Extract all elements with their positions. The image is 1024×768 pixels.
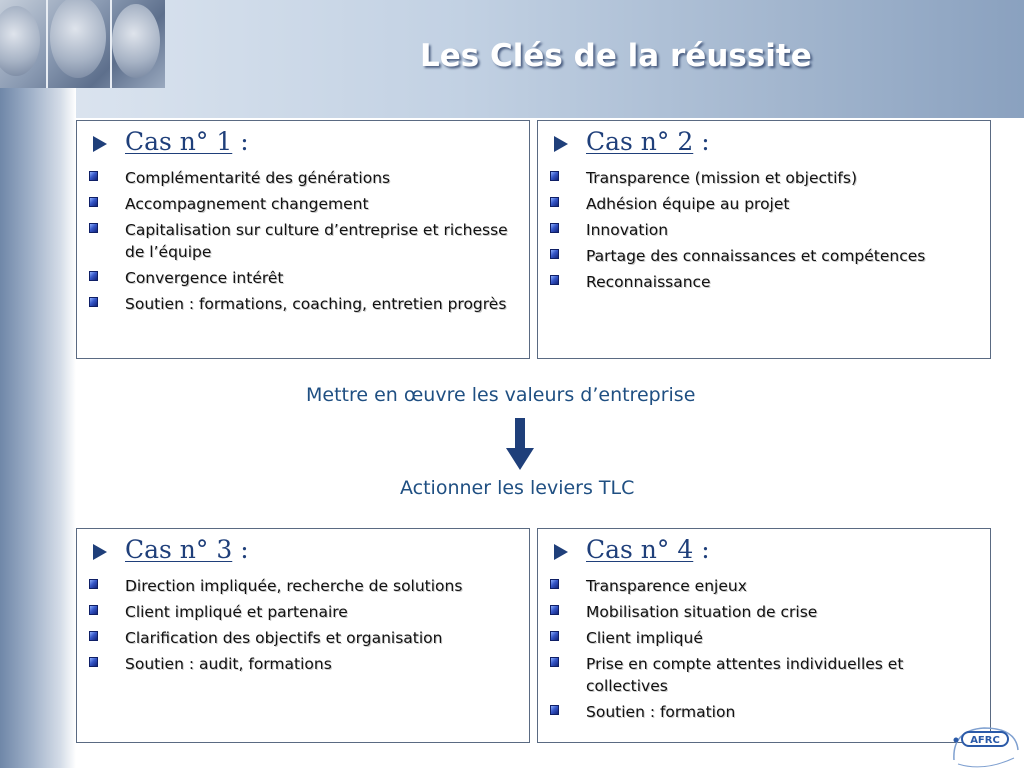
person-face-icon [50, 0, 106, 78]
case-heading [93, 127, 249, 156]
square-bullet-icon [550, 275, 559, 285]
case-item-list [89, 575, 521, 679]
case-item-list [550, 167, 982, 297]
item-text: Direction impliquée, recherche de solutions [125, 577, 463, 595]
list-item [550, 575, 982, 597]
list-item [550, 601, 982, 623]
down-arrow-icon [506, 418, 534, 470]
people-photo [0, 0, 165, 88]
case-heading [93, 535, 249, 564]
square-bullet-icon [89, 171, 98, 181]
list-item [550, 167, 982, 189]
square-bullet-icon [89, 631, 98, 641]
list-item [550, 653, 982, 697]
left-decorative-strip [0, 88, 76, 768]
square-bullet-icon [550, 197, 559, 207]
item-text: Client impliqué [586, 629, 703, 647]
square-bullet-icon [89, 271, 98, 281]
square-bullet-icon [89, 197, 98, 207]
photo-divider [46, 0, 48, 88]
logo-text: AFRC [970, 735, 1000, 746]
arrow-bullet-icon [554, 544, 568, 560]
case-item-list [550, 575, 982, 727]
item-text: Soutien : formations, coaching, entretien progrès [125, 295, 507, 313]
case-title: Cas n° 3 [125, 535, 233, 564]
item-text: Transparence (mission et objectifs) [586, 169, 858, 187]
case-box-3 [76, 528, 530, 743]
item-text: Capitalisation sur culture d’entreprise et richesse de l’équipe [125, 221, 508, 261]
middle-statement-2: Actionner les leviers TLC [400, 477, 635, 499]
list-item [89, 193, 521, 215]
square-bullet-icon [550, 223, 559, 233]
square-bullet-icon [89, 605, 98, 615]
item-text: Soutien : formation [586, 703, 736, 721]
item-text: Mobilisation situation de crise [586, 603, 818, 621]
item-text: Soutien : audit, formations [125, 655, 332, 673]
photo-divider [110, 0, 112, 88]
list-item [89, 167, 521, 189]
list-item [89, 601, 521, 623]
list-item [89, 575, 521, 597]
square-bullet-icon [550, 705, 559, 715]
item-text: Partage des connaissances et compétences [586, 247, 926, 265]
list-item [550, 245, 982, 267]
square-bullet-icon [550, 171, 559, 181]
square-bullet-icon [89, 657, 98, 667]
slide-title: Les Clés de la réussite [420, 38, 812, 74]
case-colon: : [240, 127, 249, 156]
list-item [89, 267, 521, 289]
case-heading [554, 535, 710, 564]
case-colon: : [701, 535, 710, 564]
item-text: Innovation [586, 221, 669, 239]
arrow-bullet-icon [93, 136, 107, 152]
square-bullet-icon [550, 605, 559, 615]
case-box-1 [76, 120, 530, 359]
item-text: Clarification des objectifs et organisation [125, 629, 443, 647]
item-text: Reconnaissance [586, 273, 711, 291]
item-text: Client impliqué et partenaire [125, 603, 348, 621]
square-bullet-icon [89, 223, 98, 233]
list-item [550, 193, 982, 215]
middle-statement-1: Mettre en œuvre les valeurs d’entreprise [306, 384, 696, 406]
arrow-bullet-icon [93, 544, 107, 560]
item-text: Convergence intérêt [125, 269, 284, 287]
item-text: Adhésion équipe au projet [586, 195, 790, 213]
square-bullet-icon [550, 579, 559, 589]
list-item [550, 219, 982, 241]
case-title: Cas n° 4 [586, 535, 694, 564]
list-item [89, 627, 521, 649]
list-item [89, 219, 521, 263]
case-colon: : [701, 127, 710, 156]
header-band [0, 0, 1024, 118]
item-text: Complémentarité des générations [125, 169, 391, 187]
item-text: Prise en compte attentes individuelles et collectives [586, 655, 904, 695]
square-bullet-icon [550, 657, 559, 667]
case-box-2 [537, 120, 991, 359]
case-item-list [89, 167, 521, 319]
afrc-logo-icon [944, 720, 1024, 768]
list-item [550, 701, 982, 723]
case-heading [554, 127, 710, 156]
arrow-bullet-icon [554, 136, 568, 152]
case-title: Cas n° 2 [586, 127, 694, 156]
case-colon: : [240, 535, 249, 564]
item-text: Accompagnement changement [125, 195, 369, 213]
person-face-icon [112, 4, 160, 78]
case-box-4 [537, 528, 991, 743]
list-item [89, 653, 521, 675]
case-title: Cas n° 1 [125, 127, 233, 156]
person-face-icon [0, 6, 40, 76]
square-bullet-icon [89, 579, 98, 589]
square-bullet-icon [550, 631, 559, 641]
list-item [550, 271, 982, 293]
list-item [89, 293, 521, 315]
item-text: Transparence enjeux [586, 577, 747, 595]
list-item [550, 627, 982, 649]
square-bullet-icon [89, 297, 98, 307]
square-bullet-icon [550, 249, 559, 259]
